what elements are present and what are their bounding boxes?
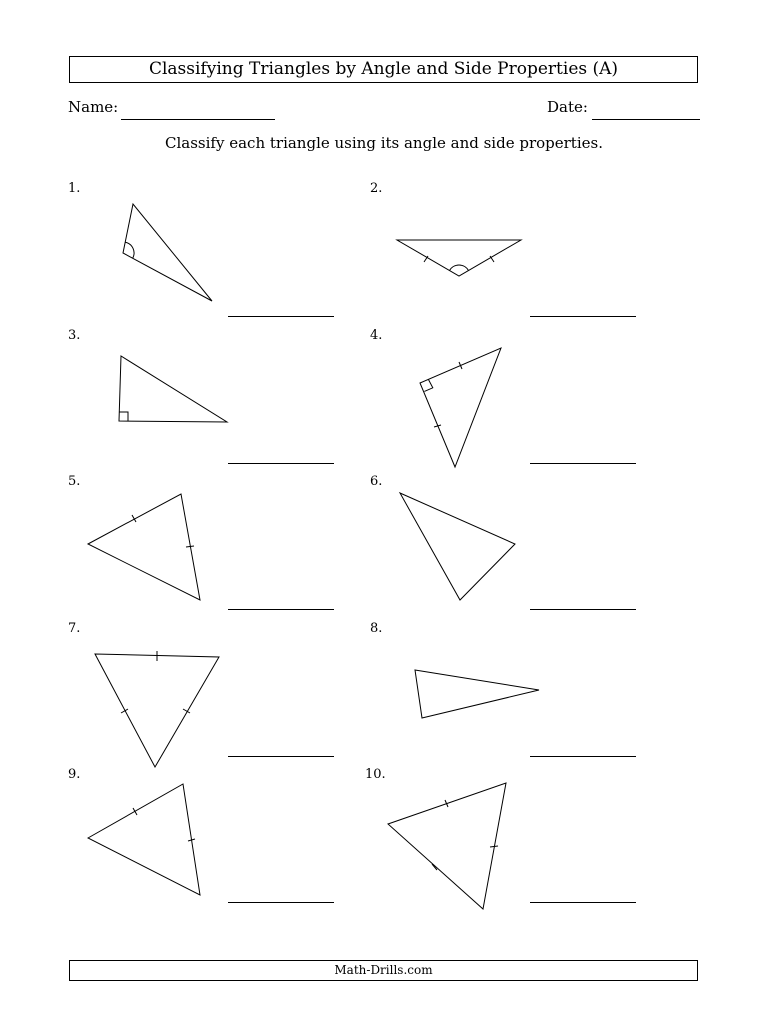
problem-number: 5.	[68, 474, 81, 489]
problem-number: 10.	[365, 767, 386, 782]
triangle-2	[397, 240, 521, 276]
problem-number: 8.	[370, 621, 383, 636]
triangle-7	[95, 651, 219, 767]
problem-number: 9.	[68, 767, 81, 782]
triangle-10	[388, 783, 506, 909]
triangle-4	[420, 348, 501, 467]
footer: Math-Drills.com	[69, 960, 698, 981]
problem-number: 6.	[370, 474, 383, 489]
triangle-1	[123, 204, 212, 301]
date-label: Date:	[547, 98, 588, 116]
triangle-5	[88, 494, 200, 600]
triangle-3	[119, 356, 227, 422]
triangle-8	[415, 670, 539, 718]
triangle-9	[88, 784, 200, 895]
problem-number: 4.	[370, 328, 383, 343]
name-label: Name:	[68, 98, 119, 116]
triangle-6	[400, 493, 515, 600]
instructions: Classify each triangle using its angle and side properties.	[165, 134, 603, 152]
problem-number: 2.	[370, 181, 383, 196]
problem-number: 7.	[68, 621, 81, 636]
problem-number: 1.	[68, 181, 81, 196]
worksheet-title: Classifying Triangles by Angle and Side Properties (A)	[69, 56, 698, 83]
problem-number: 3.	[68, 328, 81, 343]
